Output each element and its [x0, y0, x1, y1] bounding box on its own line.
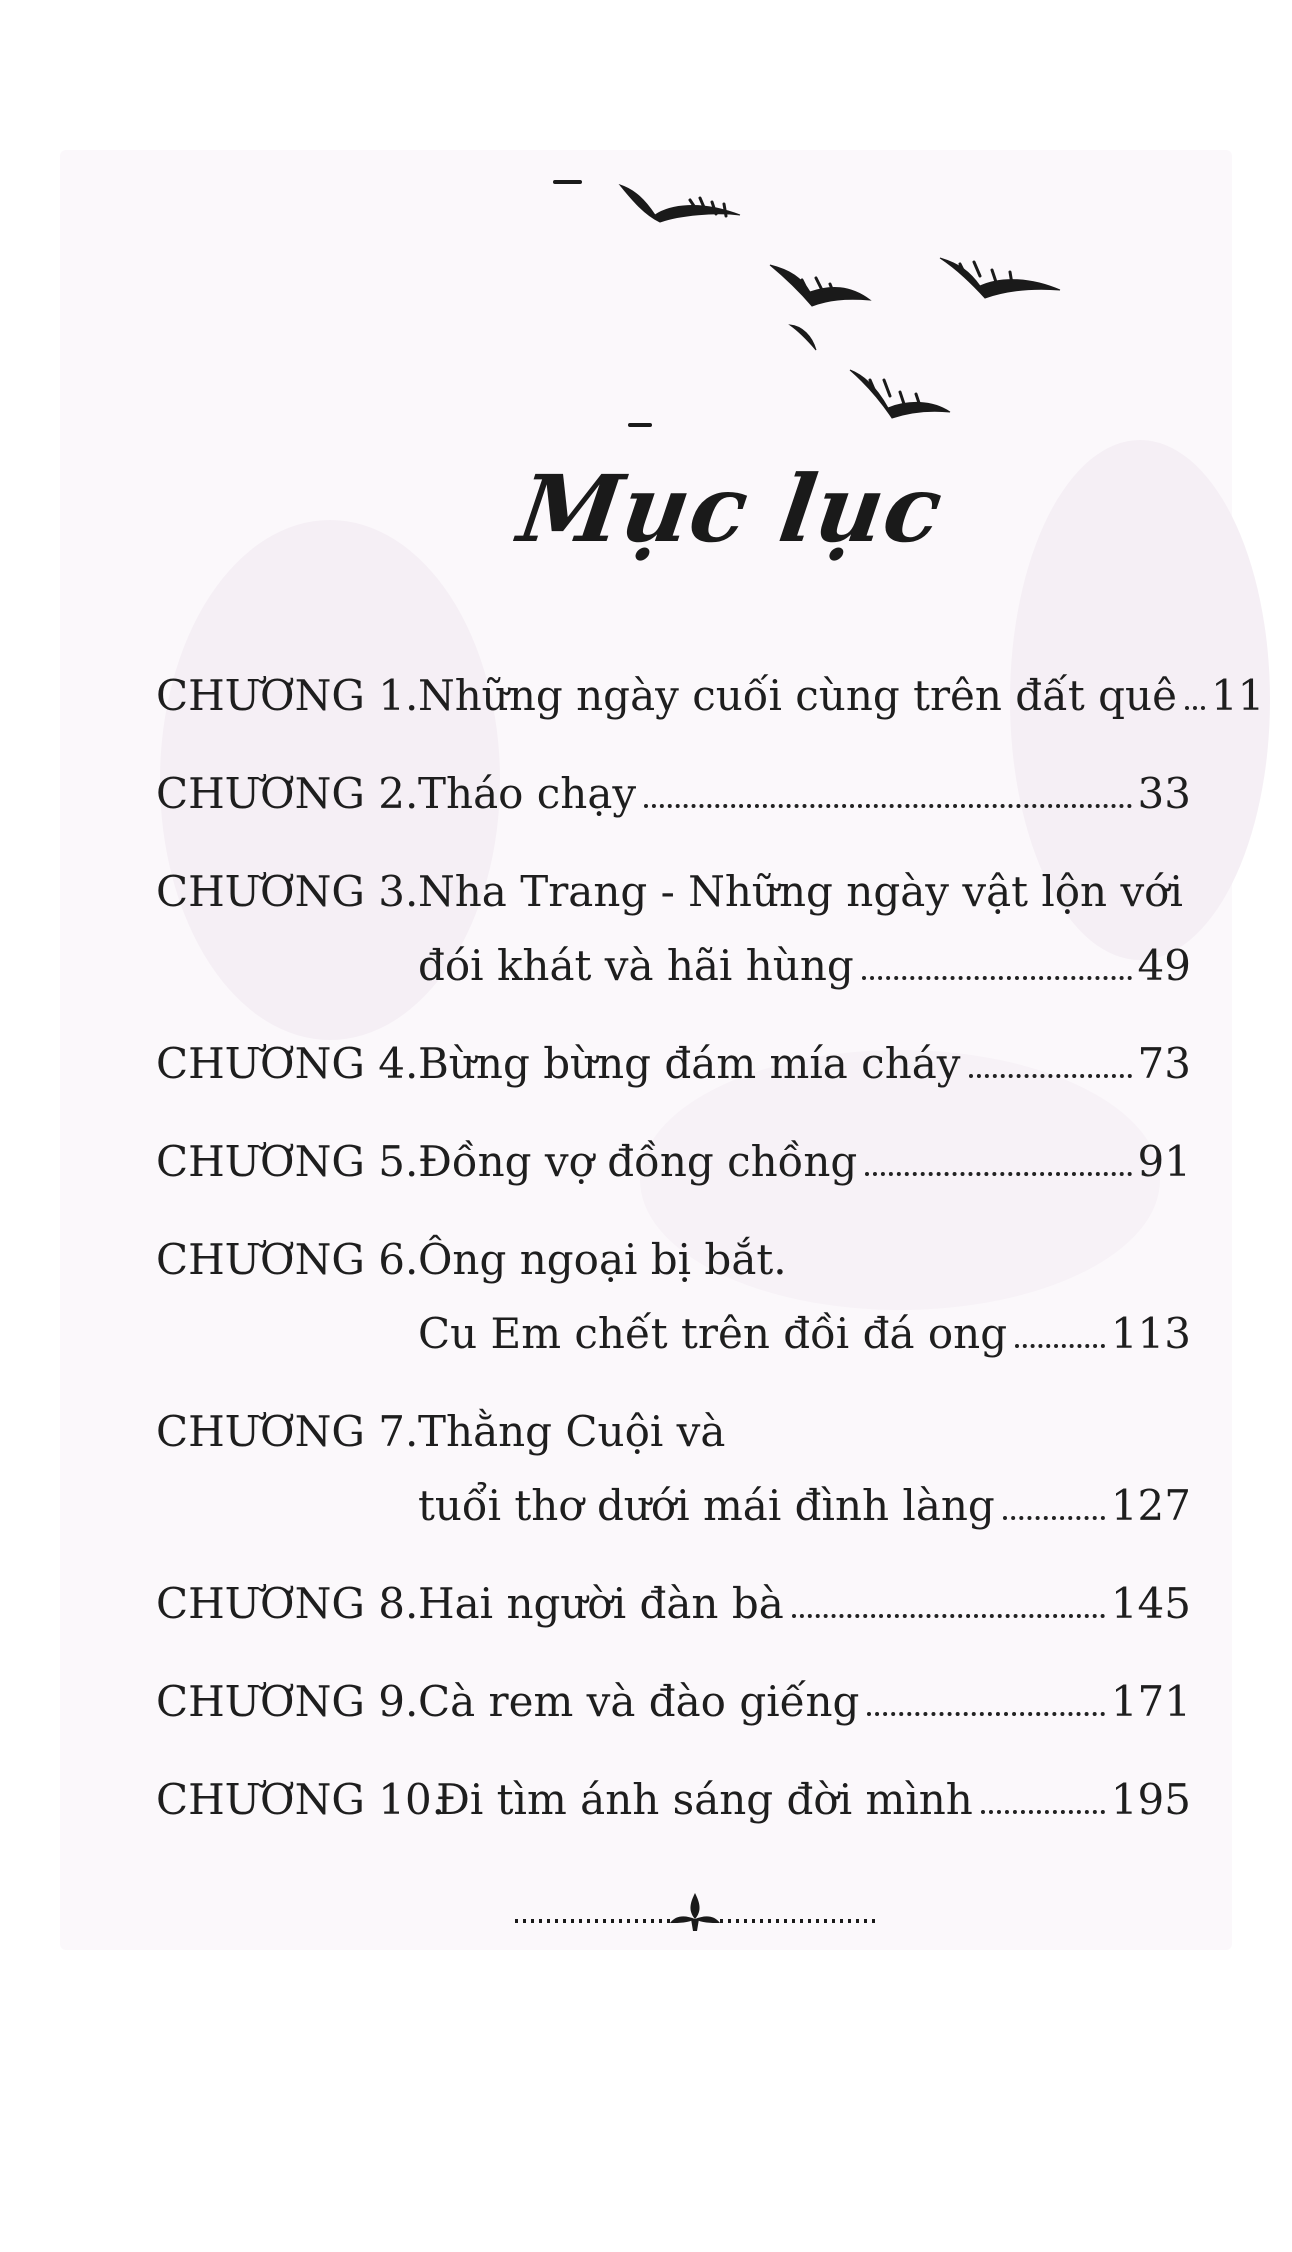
dot-leader — [1185, 706, 1205, 710]
chapter-title: Cà rem và đào giếng — [418, 1677, 860, 1726]
chapter-title: Tháo chạy — [418, 769, 637, 818]
chapter-number: CHƯƠNG 9. — [156, 1677, 419, 1726]
chapter-number: CHƯƠNG 6. — [156, 1235, 419, 1284]
page-number: 33 — [1137, 769, 1191, 818]
dot-leader — [867, 1712, 1104, 1716]
chapter-number: CHƯƠNG 5. — [156, 1137, 419, 1186]
dot-leader — [1015, 1344, 1105, 1348]
chapter-title: Hai người đàn bà — [418, 1579, 784, 1628]
chapter-title-continued: tuổi thơ dưới mái đình làng — [418, 1481, 995, 1530]
chapter-title-continued: Cu Em chết trên đồi đá ong — [418, 1309, 1008, 1358]
chapter-number: CHƯƠNG 2. — [156, 769, 419, 818]
page-number: 195 — [1110, 1775, 1191, 1824]
toc-entry-8[interactable] — [156, 1570, 1191, 1638]
dot-leader — [969, 1074, 1132, 1078]
chapter-title: Bừng bừng đám mía cháy — [418, 1039, 961, 1088]
dot-leader — [1003, 1516, 1105, 1520]
toc-entry-6[interactable] — [156, 1226, 1191, 1368]
chapter-title: Nha Trang - Những ngày vật lộn với — [418, 867, 1183, 916]
chapter-number: CHƯƠNG 10. — [156, 1775, 446, 1824]
toc-entry-9[interactable] — [156, 1668, 1191, 1736]
page-number: 49 — [1137, 941, 1191, 990]
toc-entry-7[interactable] — [156, 1398, 1191, 1540]
page-number: 127 — [1110, 1481, 1191, 1530]
chapter-number: CHƯƠNG 1. — [156, 671, 419, 720]
chapter-title: Thằng Cuội và — [418, 1407, 726, 1456]
chapter-number: CHƯƠNG 3. — [156, 867, 419, 916]
toc-entry-10[interactable] — [156, 1766, 1191, 1834]
toc-entry-5[interactable] — [156, 1128, 1191, 1196]
page-number: 145 — [1110, 1579, 1191, 1628]
dot-leader — [792, 1614, 1105, 1618]
page-title: Mục lục — [512, 455, 950, 563]
flying-birds-icon — [540, 160, 1100, 460]
chapter-title: Những ngày cuối cùng trên đất quê — [418, 671, 1177, 720]
chapter-title: Ông ngoại bị bắt. — [418, 1235, 787, 1284]
dot-leader — [865, 1172, 1131, 1176]
page-number: 73 — [1137, 1039, 1191, 1088]
table-of-contents — [156, 662, 1265, 1834]
chapter-number: CHƯƠNG 8. — [156, 1579, 419, 1628]
page-number: 171 — [1110, 1677, 1191, 1726]
fleur-divider-icon — [510, 1885, 880, 1935]
toc-entry-1[interactable] — [156, 662, 1265, 730]
dot-leader — [981, 1810, 1105, 1814]
page-number: 113 — [1110, 1309, 1191, 1358]
dot-leader — [862, 976, 1132, 980]
toc-entry-2[interactable] — [156, 760, 1191, 828]
chapter-number: CHƯƠNG 4. — [156, 1039, 419, 1088]
page-number: 91 — [1137, 1137, 1191, 1186]
toc-entry-3[interactable] — [156, 858, 1191, 1000]
chapter-number: CHƯƠNG 7. — [156, 1407, 419, 1456]
dot-leader — [644, 804, 1131, 808]
chapter-title-continued: đói khát và hãi hùng — [418, 941, 854, 990]
page-number: 11 — [1210, 671, 1265, 720]
toc-entry-4[interactable] — [156, 1030, 1191, 1098]
chapter-title: Đồng vợ đồng chồng — [418, 1137, 858, 1186]
chapter-title: Đi tìm ánh sáng đời mình — [436, 1775, 973, 1824]
